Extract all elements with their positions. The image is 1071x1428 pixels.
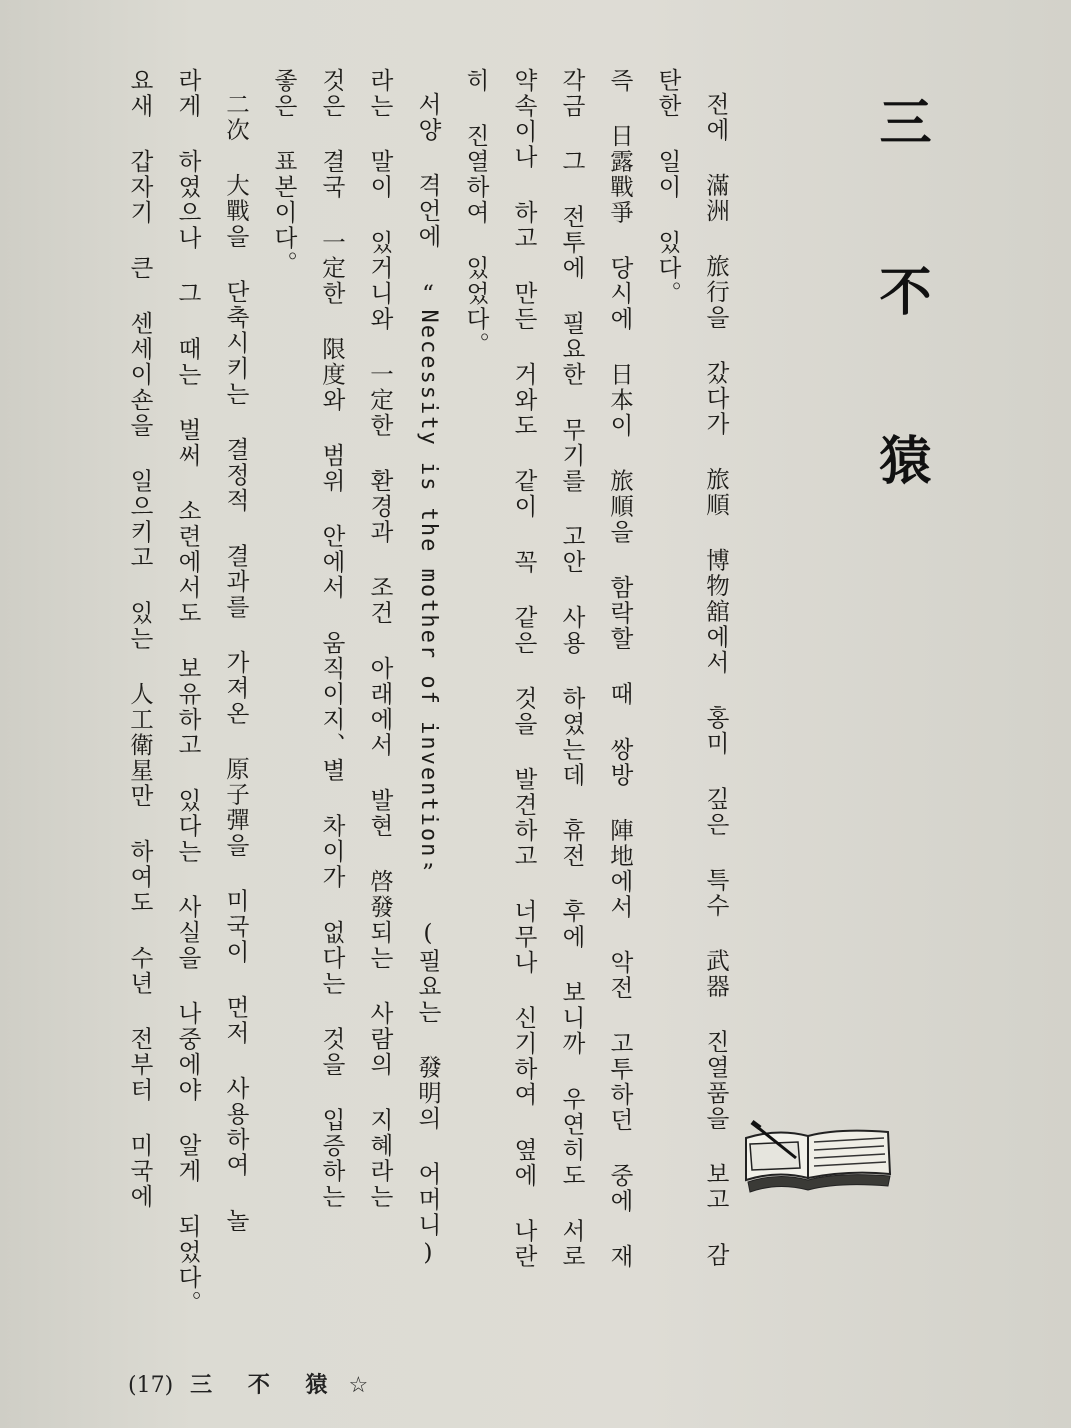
text-line: 탄한 일이 있다。 [654,68,682,307]
text-line: 라는 말이 있거니와 一定한 환경과 조건 아래에서 발현 啓發되는 사람의 지혜라는 [366,68,394,1210]
page-footer [128,1368,368,1399]
text-line: 二次 大戰을 단축시키는 결정적 결과를 가져온 原子彈을 미국이 먼저 사용하여 놀 [222,92,250,1234]
text-line: 것은 결국 一定한 限度와 범위 안에서 움직이지、별 차이가 없다는 것을 입증하는 [318,68,346,1210]
quote-close: ” (필요는 發明의 어머니) [414,858,442,1268]
page-number: (17) [128,1373,174,1398]
english-proverb: Necessity is the mother of invention [416,309,441,859]
star-icon: ☆ [348,1373,369,1398]
footer-title: 三 不 猿 [190,1372,342,1398]
text-line: 요새 갑자기 큰 센세이숀을 일으키고 있는 人工衛星만 하여도 수년 전부터 미국에 [126,68,154,1210]
text-line: 즉 日露戰爭 당시에 日本이 旅順을 함락할 때 쌍방 陣地에서 악전 고투하던 중에 재 [606,68,634,1270]
book-pen-illustration-icon [738,1098,898,1198]
quote-open: 서양 격언에 “ [414,92,442,310]
text-line [404,68,452,1268]
page-title: 三 不 猿 [870,95,931,513]
text-line: 히 진열하여 있었다。 [462,68,490,358]
text-line: 라게 하였으나 그 때는 벌써 소련에서도 보유하고 있다는 사실을 나중에야 알게 되었다。 [174,68,202,1316]
text-line: 좋은 표본이다。 [270,68,298,277]
text-line: 각금 그 전투에 필요한 무기를 고안 사용 하였는데 휴전 후에 보니까 우연히도 서로 [558,68,586,1270]
text-line: 전에 滿洲 旅行을 갔다가 旅順 博物舘에서 홍미 깊은 특수 武器 진열품을 보고 감 [702,92,730,1268]
text-line: 약속이나 하고 만든 거와도 같이 꼭 같은 것을 발견하고 너무나 신기하여 옆에 나란 [510,68,538,1270]
body-text [100,68,740,1316]
